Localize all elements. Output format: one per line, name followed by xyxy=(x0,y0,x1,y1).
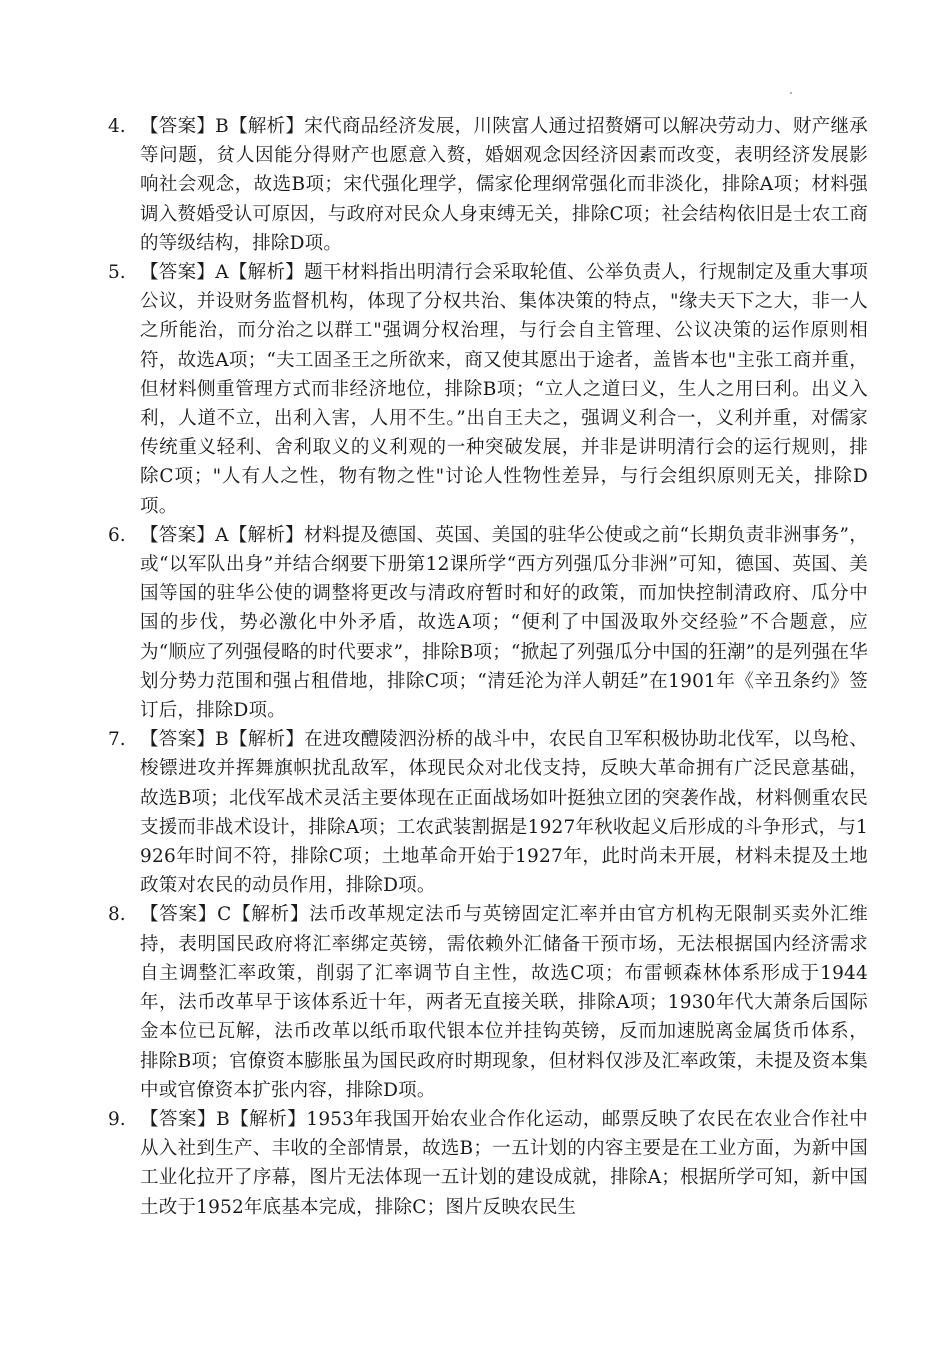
answer-list xyxy=(108,112,868,1222)
decorative-dot xyxy=(790,92,792,94)
item-number: 4. xyxy=(108,116,126,137)
answer-item-4 xyxy=(108,112,868,258)
answer-item-8 xyxy=(108,900,868,1104)
item-text: 【答案】B【解析】1953年我国开始农业合作化运动，邮票反映了农民在农业合作社中从入社到生产、丰收的全部情景，故选B；一五计划的内容主要是在工业方面，为新中国工业化拉开了序幕，图片无法体现一五计划的建设成就，排除A；根据所学可知，新中国土改于1952年底基本完成，排除C；图片反映农民生 xyxy=(140,1108,868,1218)
item-text: 【答案】A【解析】题干材料指出明清行会采取轮值、公举负责人，行规制定及重大事项公议，并设财务监督机构，体现了分权共治、集体决策的特点，"缘夫天下之大，非一人之所能治，而分治之以群工"强调分权治理，与行会自主管理、公议决策的运作原则相符，故选A项；“夫工固圣王之所欲来，商又使其愿出于途者，盖皆本也"主张工商并重，但材料侧重管理方式而非经济地位，排除B项；“立人之道曰义，生人之用曰利。出义入利，人道不立，出利入害，人用不生。”出自王夫之，强调义利合一，义利并重，对儒家传统重义轻利、舍利取义的义利观的一种突破发展，并非是讲明清行会的运行规则，排除C项；"人有人之性，物有物之性"讨论人性物性差异，与行会组织原则无关，排除D项。 xyxy=(140,262,868,517)
answer-item-5 xyxy=(108,258,868,521)
item-number: 9. xyxy=(108,1108,126,1130)
item-number: 5. xyxy=(108,262,126,284)
item-number: 8. xyxy=(108,904,126,926)
answer-item-9 xyxy=(108,1105,868,1222)
answer-item-7 xyxy=(108,725,868,900)
item-text: 【答案】B【解析】宋代商品经济发展，川陕富人通过招赘婿可以解决劳动力、财产继承等问题，贫人因能分得财产也愿意入赘，婚姻观念因经济因素而改变，表明经济发展影响社会观念，故选B项；宋代强化理学，儒家伦理纲常强化而非淡化，排除A项；材料强调入赘婚受认可原因，与政府对民众人身束缚无关，排除C项；社会结构依旧是士农工商的等级结构，排除D项。 xyxy=(140,116,868,254)
item-number: 7. xyxy=(108,729,126,751)
item-text: 【答案】B【解析】在进攻醴陵泗汾桥的战斗中，农民自卫军积极协助北伐军，以鸟枪、梭镖进攻并挥舞旗帜扰乱敌军，体现民众对北伐支持，反映大革命拥有广泛民意基础，故选B项；北伐军战术灵活主要体现在正面战场如叶挺独立团的突袭作战，材料侧重农民支援而非战术设计，排除A项；工农武装割据是1927年秋收起义后形成的斗争形式，与1926年时间不符，排除C项；土地革命开始于1927年，此时尚未开展，材料未提及土地政策对农民的动员作用，排除D项。 xyxy=(140,729,868,897)
item-text: 【答案】C【解析】法币改革规定法币与英镑固定汇率并由官方机构无限制买卖外汇维持，表明国民政府将汇率绑定英镑，需依赖外汇储备干预市场，无法根据国内经济需求自主调整汇率政策，削弱了汇率调节自主性，故选C项；布雷顿森林体系形成于1944年，法币改革早于该体系近十年，两者无直接关联，排除A项；1930年代大萧条后国际金本位已瓦解，法币改革以纸币取代银本位并挂钩英镑，反而加速脱离金属货币体系，排除B项；官僚资本膨胀虽为国民政府时期现象，但材料仅涉及汇率政策，未提及资本集中或官僚资本扩张内容，排除D项。 xyxy=(140,904,868,1101)
item-number: 6. xyxy=(108,524,126,546)
answer-item-6 xyxy=(108,521,868,725)
item-text: 【答案】A【解析】材料提及德国、英国、美国的驻华公使或之前“长期负责非洲事务”，或“以军队出身”并结合纲要下册第12课所学“西方列强瓜分非洲”可知，德国、英国、美国等国的驻华公使的调整将更改与清政府暂时和好的政策，而加快控制清政府、瓜分中国的步伐，势必激化中外矛盾，故选A项；“便利了中国汲取外交经验”不合题意，应为“顺应了列强侵略的时代要求”，排除B项；“掀起了列强瓜分中国的狂潮”的是列强在华划分势力范围和强占租借地，排除C项；“清廷沦为洋人朝廷”在1901年《辛丑条约》签订后，排除D项。 xyxy=(140,524,868,722)
